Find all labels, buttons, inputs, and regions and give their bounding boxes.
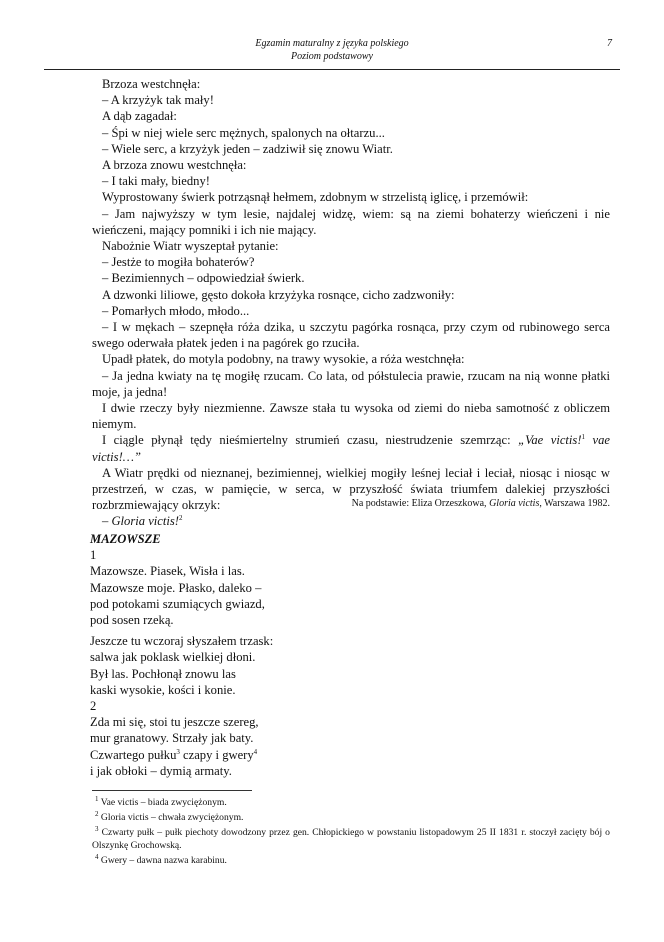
prose-paragraph: – Pomarłych młodo, młodo... — [102, 303, 250, 318]
prose-paragraph: Wyprostowany świerk potrząsnął hełmem, zdobnym w strzelistą iglicę, i przemówił: — [102, 190, 529, 205]
prose-paragraph: A brzoza znowu westchnęła: — [102, 158, 247, 173]
footnotes — [92, 796, 610, 869]
prose-paragraphs — [92, 76, 610, 432]
footnote — [92, 811, 610, 824]
poem-part-number: 2 — [90, 699, 97, 714]
prose-paragraph: – Bezimiennych – odpowiedział świerk. — [102, 271, 305, 286]
quote-paragraph — [92, 432, 610, 464]
header-exam-title: Egzamin maturalny z języka polskiego — [255, 38, 409, 49]
prose-text — [92, 76, 610, 530]
poem-line: kaski wysokie, kości i konie. — [90, 682, 236, 697]
footnote-number: 4 — [95, 852, 99, 861]
page-number: 7 — [607, 38, 612, 49]
footnote — [92, 796, 610, 809]
closing-paragraph: A Wiatr prędki od nieznanej, bezimiennej, wielkiej mogiły leśnej leciał i leciał, niosąc i niosąc w przestrzeń, w czas, w pamięcie, w serca, w przyszłość świata triumfem dalekiej przyszłości rozbrzmiewający okrzyk: — [92, 465, 610, 513]
prose-paragraph: – Jestże to mogiła bohaterów? — [102, 255, 255, 270]
gloria-line — [92, 513, 610, 529]
poem-line: Jeszcze tu wczoraj słyszałem trzask: — [90, 634, 274, 649]
footnote-text: Vae victis – biada zwyciężonym. — [100, 797, 227, 808]
footnote-number: 3 — [95, 824, 99, 833]
footnote-ref-2: 2 — [178, 514, 183, 523]
source-suffix: , Warszawa 1982. — [539, 498, 610, 509]
poem-line-part: Czwartego pułku — [90, 747, 177, 762]
gloria-italic: Gloria victis! — [111, 514, 179, 529]
prose-paragraph: – I w mękach – szepnęła róża dzika, u szczytu pagórka rosnąca, przy czym od rubinowego serca swego oderwała płatek jeden i na pagórek go rzuciła. — [92, 320, 610, 351]
quote-italic-a: „Vae victis! — [518, 433, 582, 448]
prose-paragraph: A dąb zagadał: — [102, 109, 177, 124]
footnote-number: 2 — [95, 809, 99, 818]
footnote-number: 1 — [95, 794, 99, 803]
prose-paragraph: Upadł płatek, do motyla podobny, na trawy wysokie, a róża westchnęła: — [102, 352, 465, 367]
prose-paragraph: – I taki mały, biedny! — [102, 174, 210, 189]
prose-paragraph: I dwie rzeczy były niezmienne. Zawsze stała tu wysoka od ziemi do nieba samotność z obliczem niemym. — [92, 401, 610, 432]
poem-line: salwa jak poklask wielkiej dłoni. — [90, 650, 256, 665]
prose-paragraph: – Jam najwyższy w tym lesie, najdalej widzę, wiem: są na ziemi bohaterzy wieńczeni i nie wieńczeni, mający pomniki i ich nie mający. — [92, 206, 610, 237]
prose-paragraph: Brzoza westchnęła: — [102, 77, 201, 91]
footnote-text: Gwery – dawna nazwa karabinu. — [100, 855, 227, 866]
prose-paragraph: A dzwonki liliowe, gęsto dokoła krzyżyka rosnące, cicho zadzwoniły: — [102, 287, 455, 302]
quote-text: I ciągle płynął tędy nieśmiertelny strumień czasu, niestrudzenie szemrząc: — [102, 433, 519, 448]
poem-line: Zda mi się, stoi tu jeszcze szereg, — [90, 715, 259, 730]
footnote-text: Gloria victis – chwała zwyciężonym. — [100, 812, 244, 823]
footnote — [92, 826, 610, 852]
prose-paragraph: – Ja jedna kwiaty na tę mogiłę rzucam. Co lata, od półstulecia prawie, rzucam na nią wonne płatki moje, ja jedna! — [92, 368, 610, 399]
poem-line: Był las. Pochłonął znowu las — [90, 666, 236, 681]
footnote-text: Czwarty pułk – pułk piechoty dowodzony przez gen. Chłopickiego w powstaniu listopadowym 25 II 1831 r. stoczył zacięty bój o Olszynkę Grochowską. — [92, 827, 610, 851]
poem-line: i jak obłoki – dymią armaty. — [90, 763, 232, 778]
quote-italic-b: vae victis!…” — [92, 433, 611, 464]
poem-line — [90, 747, 273, 763]
source-citation — [92, 498, 610, 509]
footnote-divider — [92, 790, 252, 791]
page-header — [44, 37, 620, 70]
footnote — [92, 854, 610, 867]
poem-line: Mazowsze. Piasek, Wisła i las. — [90, 564, 245, 579]
poem-line: Mazowsze moje. Płasko, daleko – — [90, 580, 262, 595]
footnote-ref-1: 1 — [581, 433, 586, 442]
poem-part-number: 1 — [90, 548, 97, 563]
prose-paragraph: – A krzyżyk tak mały! — [102, 93, 214, 108]
poem-title: MAZOWSZE — [90, 532, 161, 546]
poem-line: pod sosen rzeką. — [90, 613, 174, 628]
prose-paragraph: – Śpi w niej wiele serc mężnych, spalonych na ołtarzu... — [102, 125, 385, 140]
source-title: Gloria victis — [489, 498, 540, 509]
poem-line: pod potokami szumiących gwiazd, — [90, 596, 265, 611]
prose-paragraph: Nabożnie Wiatr wyszeptał pytanie: — [102, 239, 279, 254]
prose-paragraph: – Wiele serc, a krzyżyk jeden – zadziwił się znowu Wiatr. — [102, 141, 393, 156]
poem-line-part: czapy i gwery — [179, 747, 254, 762]
footnote-ref-4: 4 — [253, 747, 258, 756]
poem-line: mur granatowy. Strzały jak baty. — [90, 731, 254, 746]
gloria-dash: – — [102, 514, 112, 529]
header-level: Poziom podstawowy — [291, 51, 373, 62]
poem — [90, 531, 273, 779]
footnote-ref-3: 3 — [176, 747, 180, 756]
source-prefix: Na podstawie: Eliza Orzeszkowa, — [351, 498, 490, 509]
